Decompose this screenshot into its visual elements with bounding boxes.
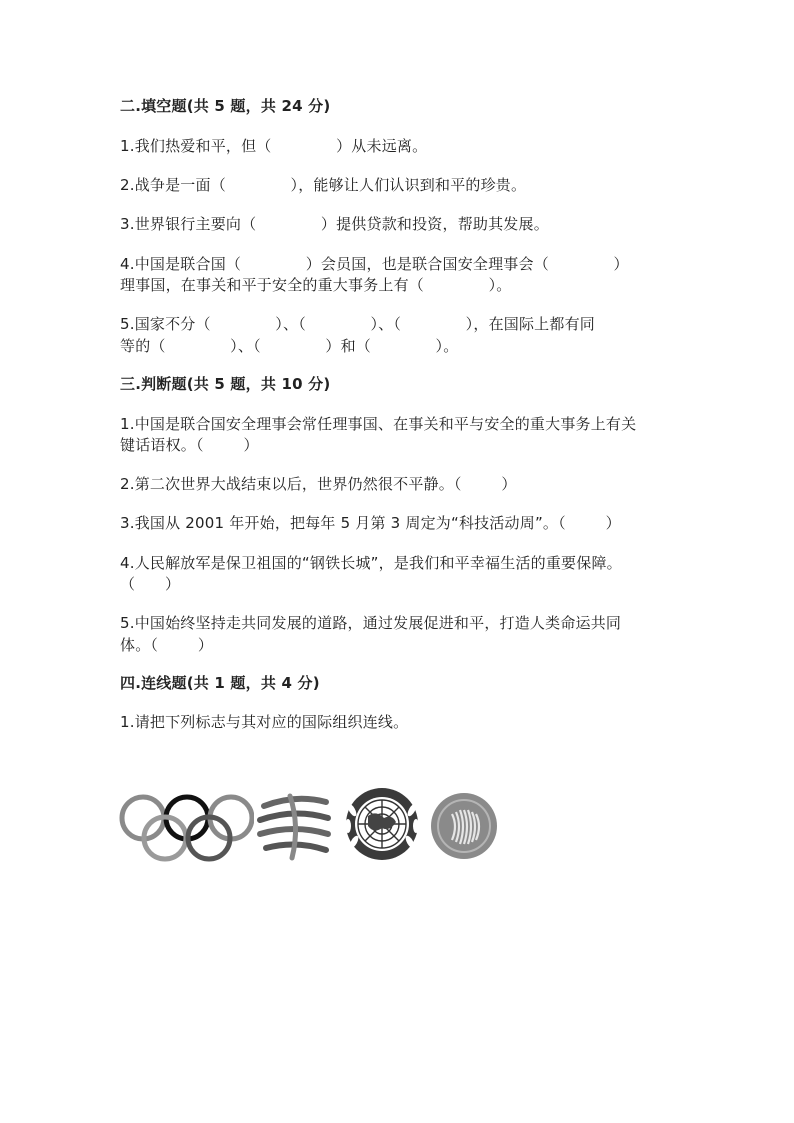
fill-question-1: 1.我们热爱和平，但（ ）从未远离。 — [120, 137, 428, 155]
olympic-rings-icon — [118, 788, 254, 863]
fill-question-5-line-1: 5.国家不分（ ）、（ ）、（ ），在国际上都有同 — [120, 315, 595, 333]
fill-question-4-line-1: 4.中国是联合国（ ）会员国，也是联合国安全理事会（ ） — [120, 255, 629, 273]
fill-question-5-line-2: 等的（ ）、（ ）和（ ）。 — [120, 337, 459, 355]
un-emblem-icon — [338, 788, 426, 863]
section-match-title: 四.连线题(共 1 题，共 4 分) — [120, 674, 320, 692]
logo-row — [118, 788, 508, 863]
section-judge-title: 三.判断题(共 5 题，共 10 分) — [120, 375, 331, 393]
judge-question-2: 2.第二次世界大战结束以后，世界仍然很不平静。（ ） — [120, 475, 517, 493]
wto-logo-icon — [256, 788, 334, 863]
judge-question-1-line-2: 键话语权。（ ） — [120, 436, 259, 454]
fill-question-3: 3.世界银行主要向（ ）提供贷款和投资，帮助其发展。 — [120, 215, 549, 233]
judge-question-1-line-1: 1.中国是联合国安全理事会常任理事国、在事关和平与安全的重大事务上有关 — [120, 415, 637, 433]
section-fill-title: 二.填空题(共 5 题，共 24 分) — [120, 97, 331, 115]
judge-question-5-line-1: 5.中国始终坚持走共同发展的道路，通过发展促进和平，打造人类命运共同 — [120, 614, 622, 632]
judge-question-5-line-2: 体。（ ） — [120, 636, 214, 654]
fill-question-2: 2.战争是一面（ ），能够让人们认识到和平的珍贵。 — [120, 176, 527, 194]
fill-question-4-line-2: 理事国，在事关和平于安全的重大事务上有（ ）。 — [120, 276, 512, 294]
match-question-1: 1.请把下列标志与其对应的国际组织连线。 — [120, 713, 409, 731]
judge-question-3: 3.我国从 2001 年开始，把每年 5 月第 3 周定为“科技活动周”。（ ） — [120, 514, 621, 532]
judge-question-4-line-2: （ ） — [120, 575, 181, 593]
judge-question-4-line-1: 4.人民解放军是保卫祖国的“钢铁长城”，是我们和平幸福生活的重要保障。 — [120, 554, 622, 572]
asean-logo-icon — [430, 788, 500, 863]
